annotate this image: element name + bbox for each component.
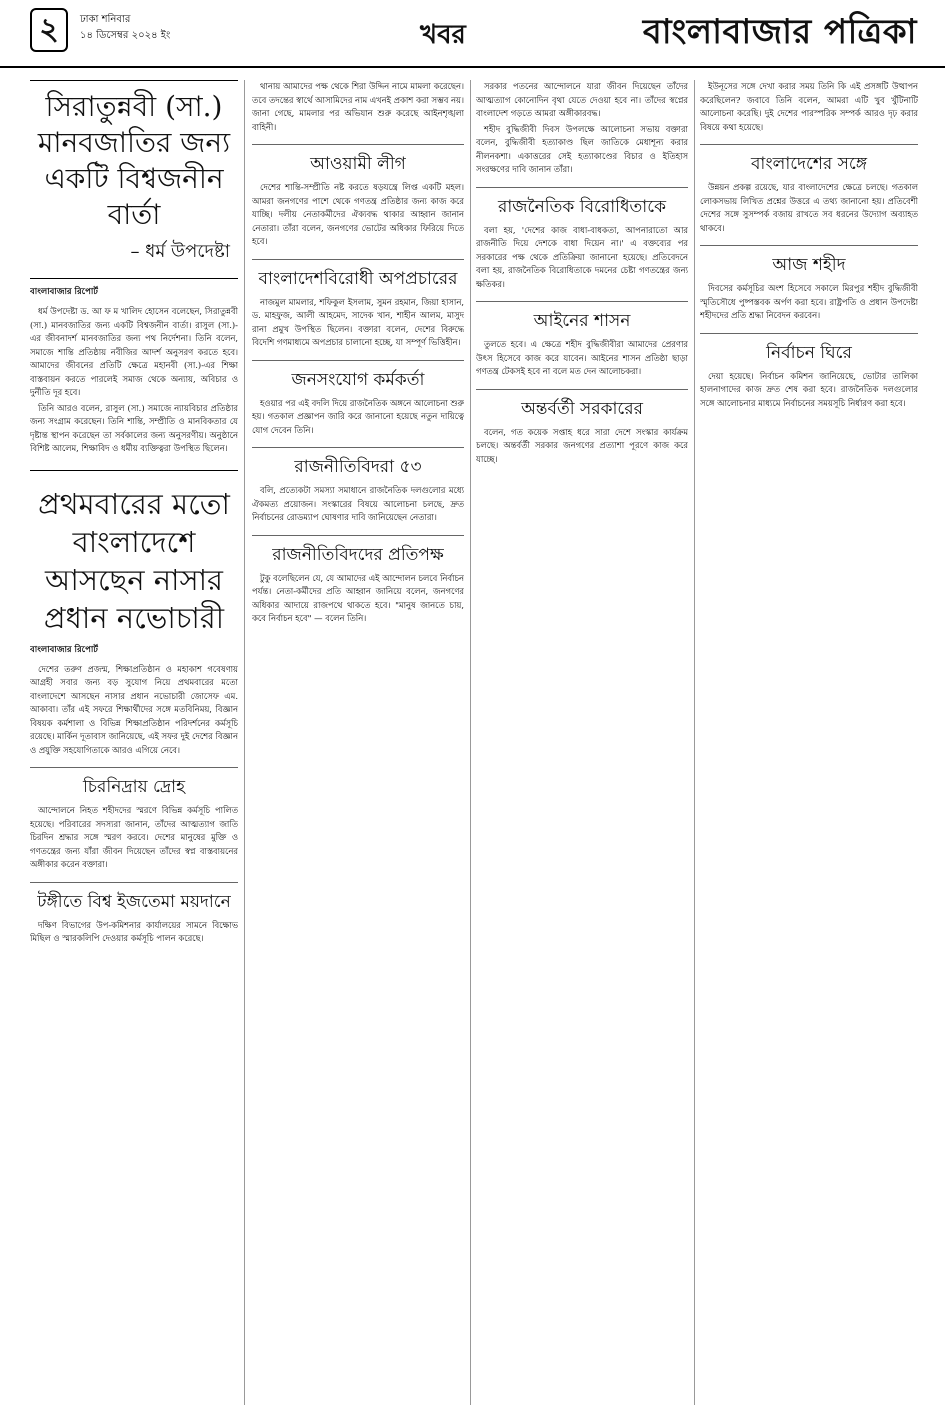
article-body: থানায় আমাদের পক্ষ থেকে শিরা উদ্দিন নামে মামলা করেছেন। তবে তদন্তের স্বার্থে আসামিদের নাম এখনই প্রকাশ করা সম্ভব নয়। জানা গেছে, মামলার পর অভিযান শুরু করেছে আইনশৃঙ্খলা বাহিনী।	[252, 81, 464, 132]
article-body: দক্ষিণ বিভাগের উপ-কমিশনার কার্যালয়ের সামনে বিক্ষোভ মিছিল ও স্মারকলিপি দেওয়ার কর্মসূচি পালন করেছে।	[30, 919, 238, 943]
section-title: রাজনৈতিক বিরোধিতাকে	[476, 187, 688, 218]
section-title: আজ শহীদ	[700, 245, 918, 276]
article-body: দিবসের কর্মসূচির অংশ হিসেবে সকালে মিরপুর শহীদ বুদ্ধিজীবী স্মৃতিসৌধে পুষ্পস্তবক অর্পণ করা হবে। রাষ্ট্রপতি ও প্রধান উপদেষ্টা শহীদদের প্রতি শ্রদ্ধা নিবেদন করবেন।	[700, 283, 918, 320]
article-body: ইউনূসের সঙ্গে দেখা করার সময় তিনি কি এই প্রসঙ্গটি উত্থাপন করেছিলেন? জবাবে তিনি বলেন, আমরা এটি খুব খুঁটিনাটি আলোচনা করেছি। দুই দেশের পারস্পরিক সম্পর্ক আরও দৃঢ় করার বিষয়ে কথা হয়েছে।	[700, 81, 918, 132]
article-body: উন্নয়ন প্রকল্প রয়েছে, যার বাংলাদেশের ক্ষেত্রে চলছে। গতকাল লোকসভায় লিখিত প্রশ্নের উত্তরে এ তথ্য জানানো হয়। প্রতিবেশী দেশের সঙ্গে সুসম্পর্ক বজায় রাখতে সব ধরনের উদ্যোগ অব্যাহত থাকবে।	[700, 182, 918, 233]
column-2	[252, 80, 464, 1405]
subhead-seerat: – ধর্ম উপদেষ্টা	[130, 241, 230, 262]
column-4	[700, 80, 918, 1405]
article-nasa	[30, 470, 238, 637]
article-body: টুকু বলেছিলেন যে, যে আমাদের এই আন্দোলন চলবে নির্বাচন পর্যন্ত। নেতা-কর্মীদের প্রতি আহ্বান জানিয়ে বলেন, জনগণের অধিকার আদায়ে রাজপথে থাকতে হবে। "মানুষ জানতে চায়, কবে নির্বাচন হবে" — বলেন তিনি।	[252, 572, 464, 623]
section-title: জনসংযোগ কর্মকর্তা	[252, 360, 464, 391]
newspaper-logo: বাংলাবাজার পত্রিকা	[642, 12, 917, 52]
page-number: ২	[30, 8, 68, 52]
section-title: রাজনীতিবিদরা ৫৩	[252, 447, 464, 478]
column-3	[476, 80, 688, 1405]
article-body: দেয়া হয়েছে। নির্বাচন কমিশন জানিয়েছে, ভোটার তালিকা হালনাগাদের কাজ দ্রুত শেষ করা হবে। রাজনৈতিক দলগুলোর সঙ্গে আলোচনার মাধ্যমে নির্বাচনের সময়সূচি নির্ধারণ করা হবে।	[700, 370, 918, 408]
section-title: আইনের শাসন	[476, 301, 688, 332]
section-title: রাজনীতিবিদদের প্রতিপক্ষ	[252, 535, 464, 566]
article-body: আন্দোলনে নিহত শহীদদের স্মরণে বিভিন্ন কর্মসূচি পালিত হয়েছে। পরিবারের সদস্যরা জানান, তাঁদের আত্মত্যাগ জাতি চিরদিন শ্রদ্ধার সঙ্গে স্মরণ করবে। দেশের মানুষের মুক্তি ও গণতন্ত্রের জন্য যাঁরা জীবন দিয়েছেন তাঁদের স্বপ্ন বাস্তবায়নের অঙ্গীকার করেন বক্তারা।	[30, 805, 238, 869]
article-body: ধর্ম উপদেষ্টা ড. আ ফ ম খালিদ হোসেন বলেছেন, সিরাতুন্নবী (সা.) মানবজাতির জন্য একটি বিশ্বজনীন বার্তা। রাসুল (সা.)-এর জীবনাদর্শ মানবজাতির জন্য পথ নির্দেশনা। তিনি বলেন, সমাজে শান্তি প্রতিষ্ঠায় নবীজির আদর্শ অনুসরণ করতে হবে। আমাদের জীবনের প্রতিটি ক্ষেত্রে মহানবী (সা.)-এর শিক্ষা বাস্তবায়ন করতে পারলেই সমাজ থেকে অন্যায়, অবিচার ও দুর্নীতি দূর হবে।	[30, 306, 238, 397]
section-title: আওয়ামী লীগ	[252, 144, 464, 175]
masthead-date-text: ১৪ ডিসেম্বর ২০২৪ ইং	[80, 30, 171, 41]
section-title: অন্তর্বর্তী সরকারের	[476, 389, 688, 420]
article-body: তিনি আরও বলেন, রাসুল (সা.) সমাজে ন্যায়বিচার প্রতিষ্ঠার জন্য সংগ্রাম করেছেন। তিনি শান্তি, সম্প্রীতি ও মানবিকতার যে দৃষ্টান্ত স্থাপন করেছেন তা সর্বকালের জন্য অনুসরণীয়। অনুষ্ঠানে বিশিষ্ট আলেম, শিক্ষাবিদ ও ধর্মীয় ব্যক্তিত্বরা উপস্থিত ছিলেন।	[30, 402, 238, 453]
masthead-day: ঢাকা শনিবার	[80, 14, 131, 25]
column-divider	[694, 80, 695, 1405]
article-body: শহীদ বুদ্ধিজীবী দিবস উপলক্ষে আলোচনা সভায় বক্তারা বলেন, বুদ্ধিজীবী হত্যাকাণ্ড ছিল জাতিকে মেধাশূন্য করার নীলনকশা। একাত্তরের সেই হত্যাকাণ্ডের বিচার ও ইতিহাস সংরক্ষণের দাবি জানান তাঁরা।	[476, 123, 688, 174]
section-title: বাংলাদেশের সঙ্গে	[700, 144, 918, 175]
article-body: বলি, প্রত্যেকটা সমস্যা সমাধানে রাজনৈতিক দলগুলোর মধ্যে ঐকমত্য প্রয়োজন। সংস্কারের বিষয়ে আলোচনা চলছে, দ্রুত নির্বাচনের রোডম্যাপ ঘোষণার দাবি জানিয়েছেন নেতারা।	[252, 485, 464, 522]
byline: বাংলাবাজার রিপোর্ট	[30, 644, 98, 655]
headline-nasa: প্রথমবারের মতো বাংলাদেশে আসছেন নাসার প্রধান নভোচারী	[38, 486, 230, 635]
masthead	[0, 0, 945, 68]
article-body: দেশের তরুণ প্রজন্ম, শিক্ষাপ্রতিষ্ঠান ও মহাকাশ গবেষণায় আগ্রহী সবার জন্য বড় সুযোগ নিয়ে প্রথমবারের মতো বাংলাদেশে আসছেন নাসার প্রধান নভোচারী জোসেফ এম. আকাবা। তাঁর এই সফরে শিক্ষার্থীদের সঙ্গে মতবিনিময়, বিজ্ঞান বিষয়ক কর্মশালা ও বিভিন্ন শিক্ষাপ্রতিষ্ঠান পরিদর্শনের কর্মসূচি রয়েছে। মার্কিন দূতাবাস জানিয়েছে, এই সফর দুই দেশের বিজ্ঞান ও প্রযুক্তি সহযোগিতাকে আরও এগিয়ে নেবে।	[30, 663, 238, 755]
article-body: দেশের শান্তি-সম্প্রীতি নষ্ট করতে ষড়যন্ত্রে লিপ্ত একটি মহল। আমরা জনগণের পাশে থেকে গণতন্ত্র প্রতিষ্ঠার জন্য কাজ করে যাচ্ছি। দলীয় নেতাকর্মীদের ঐক্যবদ্ধ থাকার আহ্বান জানান নেতারা। তাঁরা বলেন, জনগণের ভোটের অধিকার ফিরিয়ে দিতে হবে।	[252, 182, 464, 246]
column-divider	[470, 80, 471, 1405]
article-body: সরকার পতনের আন্দোলনে যারা জীবন দিয়েছেন তাঁদের আত্মত্যাগ কোনোদিন বৃথা যেতে দেওয়া হবে না। তাঁদের স্বপ্নের বাংলাদেশ গড়তে আমরা অঙ্গীকারবদ্ধ।	[476, 81, 688, 118]
byline: বাংলাবাজার রিপোর্ট	[30, 287, 98, 297]
column-1	[30, 80, 238, 1405]
masthead-date	[80, 12, 170, 44]
section-title: নির্বাচন ঘিরে	[700, 333, 918, 364]
article-seerat	[30, 80, 238, 279]
article-body: বলা হয়, 'দেশের কাজ বাধা-বাধকতা, আপনারাতো আর রাজনীতি দিয়ে দেশকে বাধা দিয়েন না।' এ বক্তব্যের পর সরকারের পক্ষ থেকে প্রতিক্রিয়া জানানো হয়েছে। প্রতিবেদনে বলা হয়, রাজনৈতিক বিরোধিতাকে দমনের চেষ্টা গণতন্ত্রের জন্য ক্ষতিকর।	[476, 224, 688, 289]
section-title: বাংলাদেশবিরোধী অপপ্রচারের	[252, 259, 464, 290]
article-body: হওয়ার পর এই বদলি দিয়ে রাজনৈতিক অঙ্গনে আলোচনা শুরু হয়। গতকাল প্রজ্ঞাপন জারি করে জানানো হয়েছে নতুন দায়িত্বে যোগ দেবেন তিনি।	[252, 397, 464, 435]
article-body: নাজমুল মামলার, শফিকুল ইসলাম, সুমন রহমান, জিয়া হাসান, ড. মাহফুজ, আলী আহমেদ, সাদেক খান, শাহীন আলম, মাসুদ রানা প্রমুখ উপস্থিত ছিলেন। বক্তারা বলেন, দেশের বিরুদ্ধে বিদেশি গণমাধ্যমে অপপ্রচার চালানো হচ্ছে, যা সম্পূর্ণ ভিত্তিহীন।	[252, 296, 464, 347]
section-name: খবর	[420, 20, 466, 50]
article-body: তুলতে হবে। এ ক্ষেত্রে শহীদ বুদ্ধিজীবীরা আমাদের প্রেরণার উৎস হিসেবে কাজ করে যাবেন। আইনের শাসন প্রতিষ্ঠা ছাড়া গণতন্ত্র টেকসই হবে না বলে মত দেন আলোচকরা।	[476, 339, 688, 376]
headline-seerat: সিরাতুন্নবী (সা.) মানবজাতির জন্য একটি বিশ্বজনীন বার্তা	[37, 90, 231, 231]
article-body: বলেন, গত কয়েক সপ্তাহ ধরে সারা দেশে সংস্কার কার্যক্রম চলছে। অন্তর্বর্তী সরকার জনগণের প্রত্যাশা পূরণে কাজ করে যাচ্ছে।	[476, 426, 688, 464]
section-title: টঙ্গীতে বিশ্ব ইজতেমা ময়দানে	[30, 882, 238, 913]
section-title: চিরনিদ্রায় দ্রোহ	[30, 767, 238, 798]
column-divider	[244, 80, 245, 1405]
